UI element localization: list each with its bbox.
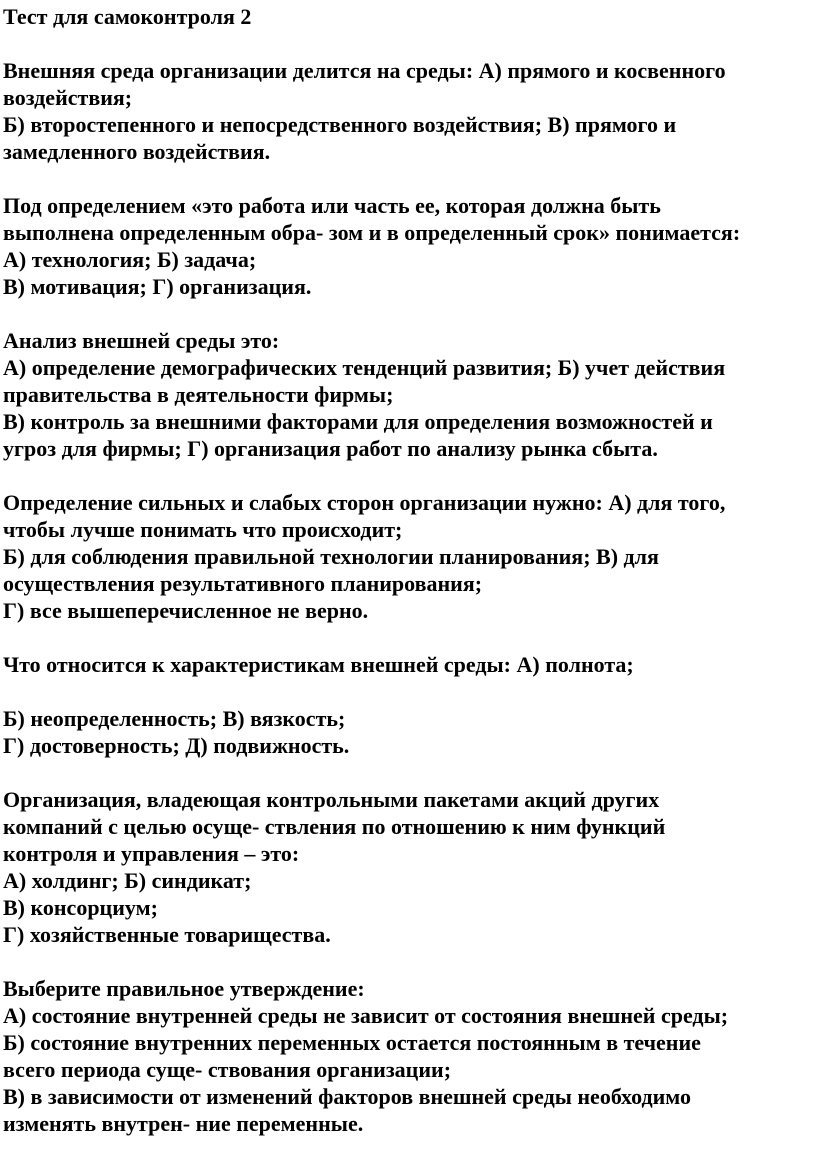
answer-line: Г) все вышеперечисленное не верно. <box>3 598 369 623</box>
question-line: Под определением «это работа или часть ее, которая должна быть <box>3 193 661 218</box>
answer-line: В) в зависимости от изменений факторов внешней среды необходимо <box>3 1084 692 1109</box>
question-line: Анализ внешней среды это: <box>3 328 280 353</box>
answer-line: изменять внутрен- ние переменные. <box>3 1111 364 1136</box>
question-line: Выберите правильное утверждение: <box>3 976 365 1001</box>
answer-line: В) контроль за внешними факторами для определения возможностей и <box>3 409 713 434</box>
question-line: воздействия; <box>3 85 133 110</box>
question-4 <box>3 489 811 624</box>
question-line: Организация, владеющая контрольными пакетами акций других <box>3 787 660 812</box>
answer-line: В) консорциум; <box>3 895 158 920</box>
question-line: Что относится к характеристикам внешней среды: А) полнота; <box>3 652 634 677</box>
question-1 <box>3 57 811 165</box>
question-line: компаний с целью осуще- ствления по отношению к ним функций <box>3 814 666 839</box>
answer-line: Б) второстепенного и непосредственного воздействия; В) прямого и <box>3 112 677 137</box>
answer-line: Г) хозяйственные товарищества. <box>3 922 331 947</box>
document-page <box>3 3 811 1137</box>
answer-line: Б) состояние внутренних переменных остается постоянным в течение <box>3 1030 701 1055</box>
answer-line: Б) для соблюдения правильной технологии планирования; В) для <box>3 544 659 569</box>
answer-line: Г) достоверность; Д) подвижность. <box>3 733 350 758</box>
answer-line: правительства в деятельности фирмы; <box>3 382 394 407</box>
answer-line: А) холдинг; Б) синдикат; <box>3 868 252 893</box>
answer-line: А) технология; Б) задача; <box>3 247 257 272</box>
question-6 <box>3 786 811 948</box>
answer-line: В) мотивация; Г) организация. <box>3 274 312 299</box>
answer-line: замедленного воздействия. <box>3 139 271 164</box>
question-5 <box>3 651 811 759</box>
question-7 <box>3 975 811 1137</box>
question-line: чтобы лучше понимать что происходит; <box>3 517 403 542</box>
answer-line: угроз для фирмы; Г) организация работ по анализу рынка сбыта. <box>3 436 658 461</box>
answer-line: осуществления результативного планирования; <box>3 571 483 596</box>
answer-line: всего периода суще- ствования организации; <box>3 1057 452 1082</box>
question-3 <box>3 327 811 462</box>
answer-line: А) состояние внутренней среды не зависит от состояния внешней среды; <box>3 1003 729 1028</box>
question-line: Внешняя среда организации делится на среды: А) прямого и косвенного <box>3 58 726 83</box>
question-line: контроля и управления – это: <box>3 841 300 866</box>
question-2 <box>3 192 811 300</box>
question-line: выполнена определенным обра- зом и в определенный срок» понимается: <box>3 220 741 245</box>
answer-line: А) определение демографических тенденций развития; Б) учет действия <box>3 355 726 380</box>
question-line: Определение сильных и слабых сторон организации нужно: А) для того, <box>3 490 726 515</box>
answer-line: Б) неопределенность; В) вязкость; <box>3 706 346 731</box>
document-title: Тест для самоконтроля 2 <box>3 4 252 29</box>
